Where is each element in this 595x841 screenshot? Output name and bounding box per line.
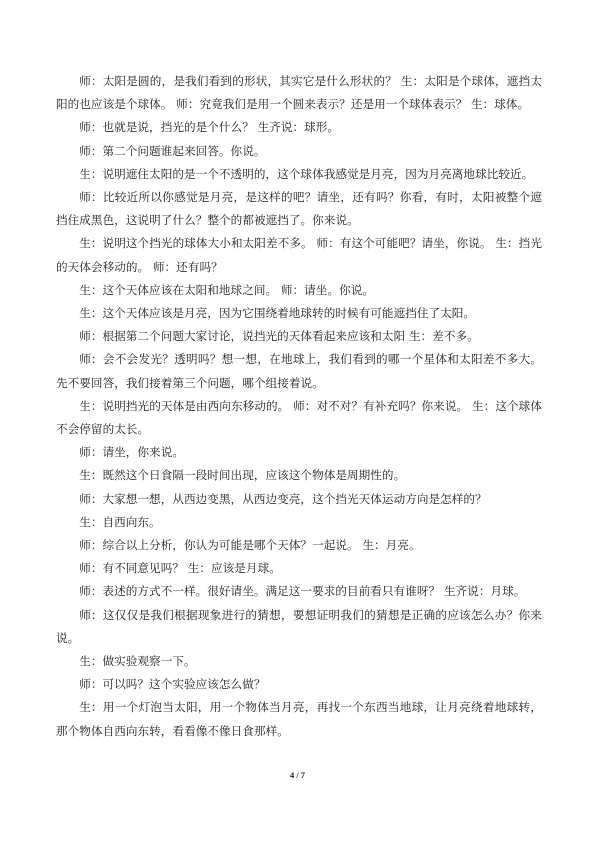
transcript-paragraph: 生：自西向东。 xyxy=(79,514,161,529)
transcript-paragraph: 师：也就是说，挡光的是个什么？ 生齐说：球形。 xyxy=(79,120,340,135)
transcript-paragraph: 师：会不会发光？透明吗？想一想，在地球上，我们看到的哪一个星体和太阳差不多大。先不要回答，我们接着第三个问题，哪个组接着说。 xyxy=(56,352,542,390)
transcript-body xyxy=(56,70,542,743)
transcript-paragraph: 师：有不同意见吗？ 生：应该是月球。 xyxy=(79,561,281,576)
transcript-paragraph: 师：这仅仅是我们根据现象进行的猜想，要想证明我们的猜想是正确的应该怎么办？你来说。 xyxy=(56,607,542,645)
transcript-paragraph: 师：表述的方式不一样。很好请坐。满足这一要求的目前看只有谁呀？ 生齐说：月球。 xyxy=(79,584,526,599)
transcript-paragraph: 师：根据第二个问题大家讨论，说挡光的天体看起来应该和太阳 生：差不多。 xyxy=(79,329,479,344)
transcript-paragraph: 生：这个天体应该在太阳和地球之间。 师：请坐。你说。 xyxy=(79,282,375,297)
transcript-paragraph: 生：用一个灯泡当太阳，用一个物体当月亮，再找一个东西当地球，让月亮绕着地球转，那个物体自西向东转，看看像不像日食那样。 xyxy=(56,700,542,738)
transcript-paragraph: 师：太阳是圆的，是我们看到的形状，其实它是什么形状的？ 生：太阳是个球体，遮挡太阳的也应该是个球体。 师：究竟我们是用一个圆来表示？还是用一个球体表示？ 生：球体。 xyxy=(56,74,542,112)
transcript-paragraph: 生：做实验观察一下。 xyxy=(79,654,196,669)
transcript-paragraph: 师：综合以上分析，你认为可能是哪个天体？一起说。 生：月亮。 xyxy=(79,538,421,553)
transcript-paragraph: 师：可以吗？这个实验应该怎么做？ xyxy=(79,677,266,692)
transcript-paragraph: 生：说明挡光的天体是由西向东移动的。 师：对不对？有补充吗？你来说。 生：这个球体不会停留的太长。 xyxy=(56,398,542,437)
transcript-paragraph: 生：说明这个挡光的球体大小和太阳差不多。 师：有这个可能吧？请坐，你说。 生：挡光的天体会移动的。 师：还有吗？ xyxy=(56,236,542,274)
transcript-paragraph: 生：既然这个日食隔一段时间出现，应该这个物体是周期性的。 xyxy=(79,468,406,483)
transcript-paragraph: 师：请坐，你来说。 xyxy=(79,445,184,460)
transcript-paragraph: 师：比较近所以你感觉是月亮，是这样的吧？请坐，还有吗？你看，有时，太阳被整个遮挡住成黑色，这说明了什么？整个的都被遮挡了。你来说。 xyxy=(56,190,542,228)
transcript-paragraph: 师：第二个问题谁起来回答。你说。 xyxy=(79,143,266,158)
transcript-paragraph: 生：说明遮住太阳的是一个不透明的，这个球体我感觉是月亮，因为月亮离地球比较近。 xyxy=(79,166,534,181)
transcript-paragraph: 师：大家想一想，从西边变黑，从西边变亮，这个挡光天体运动方向是怎样的？ xyxy=(79,491,487,506)
page-number: 4 / 7 xyxy=(289,770,306,780)
transcript-paragraph: 生：这个天体应该是月亮，因为它围绕着地球转的时候有可能遮挡住了太阳。 xyxy=(79,306,476,321)
